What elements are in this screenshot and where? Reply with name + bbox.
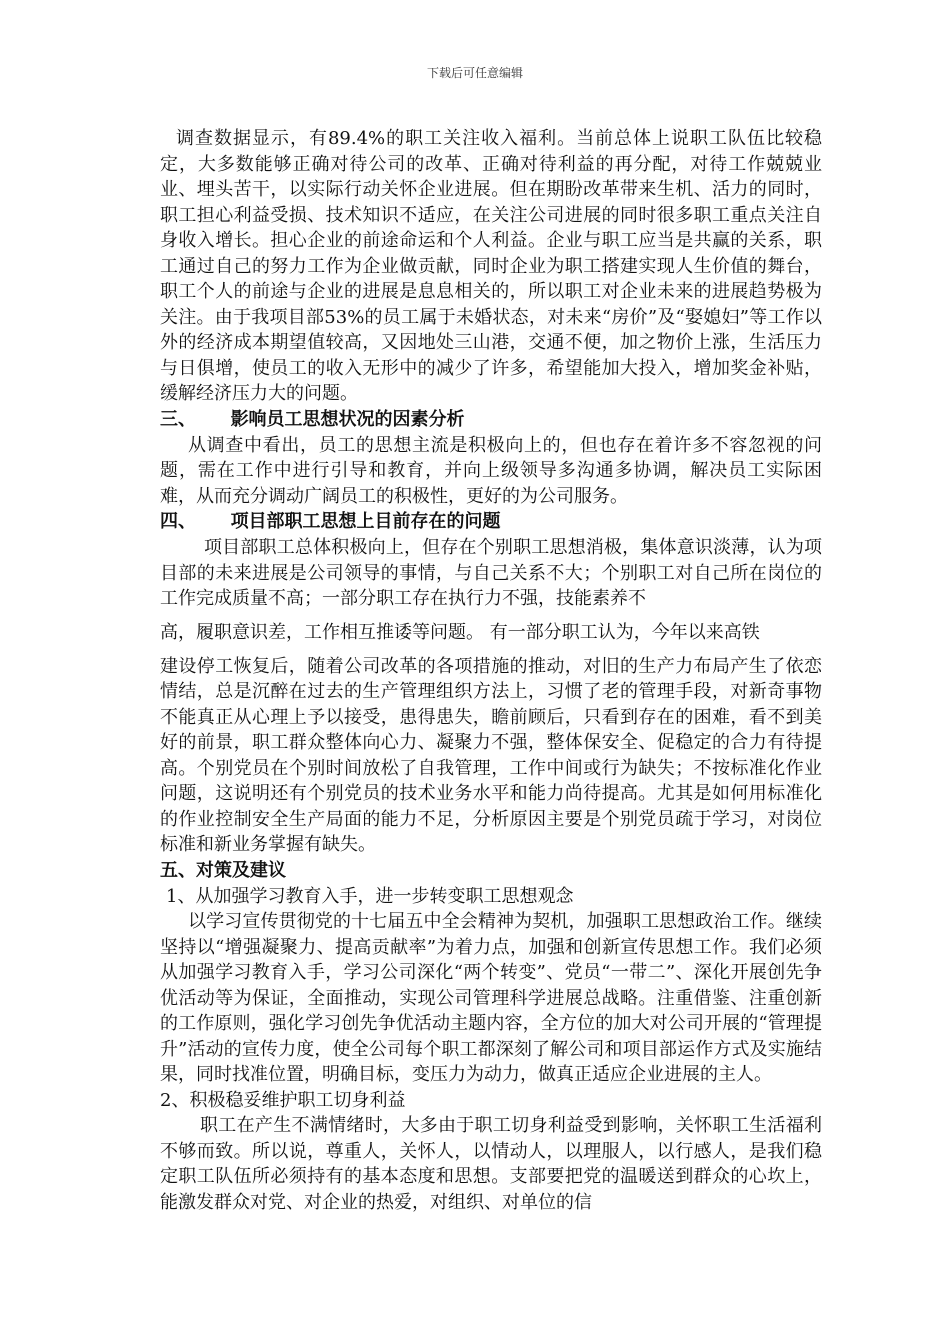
paragraph-income-survey: 调查数据显示，有89.4%的职工关注收入福利。当前总体上说职工队伍比较稳定，大多数能够正确对待公司的改革、正确对待利益的再分配，对待工作兢兢业业、埋头苦干，以实际行动关怀企业进展。但在期盼改革带来生机、活力的同时，职工担心利益受损、技术知识不适应，在关注公司进展的同时很多职工重点关注自身收入增长。担心企业的前途命运和个人利益。企业与职工应当是共赢的关系，职工通过自己的努力工作为企业做贡献，同时企业为职工搭建实现人生价值的舞台，职工个人的前途与企业的进展是息息相关的，所以职工对企业未来的进展趋势极为关注。由于我项目部53%的员工属于未婚状态，对未来“房价”及“娶媳妇”等工作以外的经济成本期望值较高，又因地处三山港，交通不便，加之物价上涨，生活压力与日俱增，使员工的收入无形中的减少了许多，希望能加大投入，增加奖金补贴，缓解经济压力大的问题。 bbox=[160, 128, 822, 404]
paragraph-study-education: 以学习宣传贯彻党的十七届五中全会精神为契机，加强职工思想政治工作。继续坚持以“增强凝聚力、提高贡献率”为着力点，加强和创新宣传思想工作。我们必须从加强学习教育入手，学习公司深化“两个转变”、党员“一带二”、深化开展创先争优活动等为保证，全面推动，实现公司管理科学进展总战略。注重借鉴、注重创新的工作原则，强化学习创先争优活动主题内容，全方位的加大对公司开展的“管理提升”活动的宣传力度，使全公司每个职工都深刻了解公司和项目部运作方式及实施结果，同时找准位置，明确目标，变压力为动力，做真正适应企业进展的主人。 bbox=[160, 911, 822, 1085]
subheading-1: 1、从加强学习教育入手，进一步转变职工思想观念 bbox=[166, 885, 574, 907]
section-title: 项目部职工思想上目前存在的问题 bbox=[230, 511, 501, 532]
section-title: 影响员工思想状况的因素分析 bbox=[230, 408, 465, 430]
section-heading-4 bbox=[160, 509, 822, 535]
paragraph-problems-part2: 高，履职意识差，工作相互推诿等问题。 有一部分职工认为，今年以来高铁 bbox=[160, 621, 760, 643]
section-number: 三、 bbox=[160, 408, 196, 430]
paragraph-employee-interests: 职工在产生不满情绪时，大多由于职工切身利益受到影响，关怀职工生活福利不够而致。所以说，尊重人，关怀人，以情动人，以理服人，以行感人，是我们稳定职工队伍所必须持有的基本态度和思想。支部要把党的温暖送到群众的心坎上，能激发群众对党、对企业的热爱，对组织、对单位的信 bbox=[160, 1115, 822, 1213]
paragraph-problems-part1: 项目部职工总体积极向上，但存在个别职工思想消极，集体意识淡薄，认为项目部的未来进展是公司领导的事情，与自己关系不大；个别职工对自己所在岗位的工作完成质量不高；一部分职工存在执行力不强，技能素养不 bbox=[160, 537, 822, 609]
section-number: 四、 bbox=[160, 511, 196, 532]
document-body bbox=[160, 126, 822, 1215]
paragraph-factor-analysis: 从调查中看出，员工的思想主流是积极向上的，但也存在着许多不容忽视的问题，需在工作中进行引导和教育，并向上级领导多沟通多协调，解决员工实际困难，从而充分调动广阔员工的积极性，更好的为公司服务。 bbox=[160, 434, 822, 507]
section-heading-5: 五、对策及建议 bbox=[160, 859, 286, 881]
page-header-note: 下载后可任意编辑 bbox=[426, 66, 523, 80]
subheading-2: 2、积极稳妥维护职工切身利益 bbox=[160, 1089, 406, 1111]
paragraph-problems-part3: 建设停工恢复后，随着公司改革的各项措施的推动，对旧的生产力布局产生了依恋情结，总是沉醉在过去的生产管理组织方法上，习惯了老的管理手段，对新奇事物不能真正从心理上予以接受，患得患失，瞻前顾后，只看到存在的困难，看不到美好的前景，职工群众整体向心力、凝聚力不强，整体保安全、促稳定的合力有待提高。个别党员在个别时间放松了自我管理，工作中间或行为缺失；不按标准化作业问题，这说明还有个别党员的技术业务水平和能力尚待提高。尤其是如何用标准化的作业控制安全生产局面的能力不足，分析原因主要是个别党员疏于学习，对岗位标准和新业务掌握有缺失。 bbox=[160, 655, 822, 855]
section-heading-3 bbox=[160, 407, 822, 433]
